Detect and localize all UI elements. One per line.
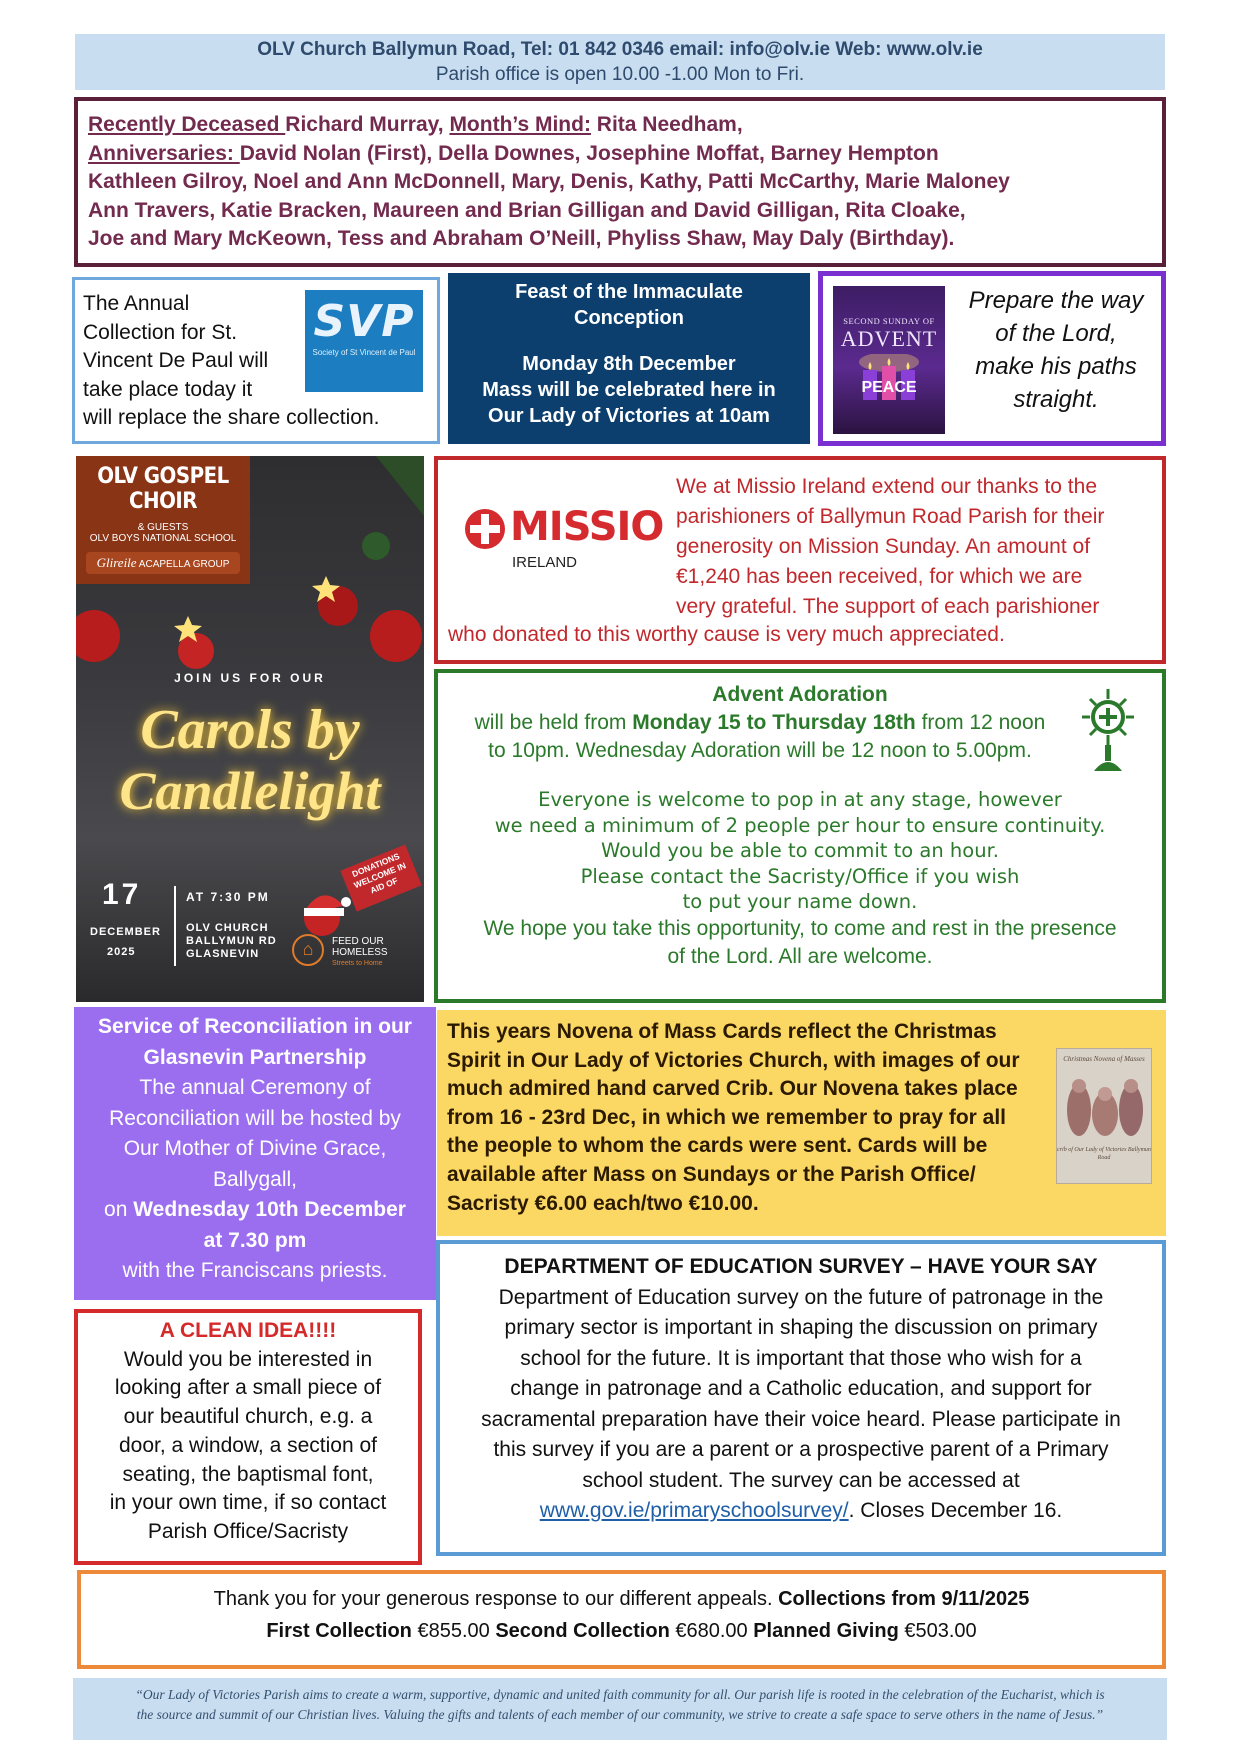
first-collection-value: €855.00 bbox=[411, 1620, 496, 1642]
choir-carols-2: Candlelight bbox=[119, 761, 381, 821]
missio-line: €1,240 has been received, for which we are bbox=[676, 565, 1083, 588]
survey-line: school for the future. It is important that those who wish for a bbox=[520, 1346, 1082, 1370]
deceased-box bbox=[74, 97, 1166, 267]
deceased-line-3: Kathleen Gilroy, Noel and Ann McDonnell, Mary, Denis, Kathy, Patti McCarthy, Marie Maloney bbox=[88, 170, 1010, 193]
advent-image-word: PEACE bbox=[861, 379, 917, 396]
choir-divider bbox=[174, 886, 176, 966]
missio-logo bbox=[464, 506, 664, 576]
collections-thanks: Thank you for your generous response to our different appeals. bbox=[213, 1588, 779, 1610]
feast-title-2: Conception bbox=[574, 307, 684, 329]
deceased-line-2 bbox=[88, 140, 1152, 169]
recon-date: Wednesday 10th December bbox=[133, 1198, 406, 1221]
advent-box bbox=[818, 271, 1166, 446]
feast-mass-line-1: Mass will be celebrated here in bbox=[482, 379, 776, 401]
survey-line: sacramental preparation have their voice heard. Please participate in bbox=[481, 1407, 1121, 1431]
adoration-p2-line: to put your name down. bbox=[682, 890, 918, 913]
advent-quote-line: make his paths bbox=[975, 353, 1137, 380]
feast-title-1: Feast of the Immaculate bbox=[515, 281, 743, 303]
svp-logo-letters: SVP bbox=[313, 296, 415, 347]
novena-line: Sacristy €6.00 each/two €10.00. bbox=[447, 1191, 759, 1215]
months-mind-label: Month’s Mind: bbox=[449, 113, 591, 136]
recon-time: at 7.30 pm bbox=[203, 1228, 307, 1252]
advent-quote-line: Prepare the way bbox=[968, 287, 1144, 314]
clean-line: door, a window, a section of bbox=[119, 1433, 377, 1457]
feed-line-1: FEED OUR bbox=[332, 936, 384, 947]
clean-title: A CLEAN IDEA!!!! bbox=[159, 1319, 337, 1342]
novena-card-title: Christmas Novena of Masses bbox=[1063, 1055, 1145, 1063]
novena-card-image bbox=[1056, 1048, 1152, 1184]
collections-date-label: Collections from 9/11/2025 bbox=[778, 1588, 1030, 1610]
clean-line: seating, the baptismal font, bbox=[122, 1462, 374, 1486]
choir-school: OLV BOYS NATIONAL SCHOOL bbox=[89, 533, 237, 544]
collections-line-1 bbox=[81, 1583, 1162, 1615]
missio-logo-sub: IRELAND bbox=[512, 554, 578, 571]
recon-date-line bbox=[74, 1195, 436, 1226]
adoration-line-2: to 10pm. Wednesday Adoration will be 12 noon to 5.00pm. bbox=[488, 739, 1032, 762]
first-collection-label: First Collection bbox=[266, 1620, 412, 1642]
adoration-text: will be held from bbox=[474, 711, 633, 734]
collections-notice bbox=[77, 1570, 1166, 1669]
adoration-title: Advent Adoration bbox=[712, 683, 888, 706]
deceased-line-1 bbox=[88, 111, 1152, 140]
second-collection-label: Second Collection bbox=[495, 1620, 670, 1642]
carols-poster bbox=[76, 456, 424, 1002]
planned-giving-value: €503.00 bbox=[898, 1620, 977, 1642]
choir-venue-3: GLASNEVIN bbox=[186, 948, 260, 960]
acapella-label: ACAPELLA GROUP bbox=[138, 559, 230, 570]
deceased-line-4: Ann Travers, Katie Bracken, Maureen and Brian Gilligan and David Gilligan, Rita Cloake, bbox=[88, 198, 966, 222]
collections-line-2 bbox=[81, 1615, 1162, 1647]
svp-text-line: The Annual bbox=[83, 292, 190, 315]
missio-line: We at Missio Ireland extend our thanks to the bbox=[676, 475, 1098, 498]
svp-notice bbox=[72, 277, 440, 444]
choir-month: DECEMBER bbox=[90, 926, 161, 938]
svp-text-line: Collection for St. bbox=[83, 320, 238, 344]
recently-deceased-label: Recently Deceased bbox=[88, 113, 286, 136]
missio-line: parishioners of Ballymun Road Parish for their bbox=[676, 505, 1105, 528]
missio-last-line: who donated to this worthy cause is very much appreciated. bbox=[448, 623, 1005, 646]
svp-text-line: take place today it bbox=[83, 377, 253, 401]
novena-line: available after Mass on Sundays or the Parish Office/ bbox=[447, 1162, 976, 1186]
choir-year: 2025 bbox=[107, 946, 136, 958]
mission-statement bbox=[73, 1678, 1167, 1740]
anniversaries-label: Anniversaries: bbox=[88, 141, 240, 165]
home-icon: ⌂ bbox=[292, 934, 324, 966]
svp-text-line: Vincent De Paul will bbox=[83, 349, 269, 372]
clean-line: Would you be interested in bbox=[123, 1347, 373, 1371]
feast-mass-line-2: Our Lady of Victories at 10am bbox=[488, 405, 770, 427]
survey-line: school student. The survey can be accessed at bbox=[582, 1468, 1020, 1492]
deceased-line-5: Joe and Mary McKeown, Tess and Abraham O’Neill, Phyliss Shaw, May Daly (Birthday). bbox=[88, 227, 955, 250]
adoration-p2-line: we need a minimum of 2 people per hour to ensure continuity. bbox=[494, 813, 1106, 837]
adoration-paragraph-3 bbox=[438, 915, 1162, 971]
recently-deceased-names: Richard Murray, bbox=[285, 113, 450, 136]
svp-logo bbox=[305, 290, 423, 392]
adoration-p3-line: of the Lord. All are welcome. bbox=[667, 944, 933, 968]
glireile-label: Glireile bbox=[96, 555, 137, 570]
novena-card-footer: crib of Our Lady of Victories Ballymun Road bbox=[1057, 1147, 1151, 1161]
choir-acapella bbox=[86, 552, 240, 574]
advent-image bbox=[833, 286, 945, 434]
second-collection-value: €680.00 bbox=[669, 1620, 754, 1642]
adoration-text: from 12 noon bbox=[915, 711, 1046, 734]
choir-time: AT 7:30 PM bbox=[186, 890, 270, 904]
feed-our-homeless bbox=[332, 936, 388, 969]
svp-last-line: will replace the share collection. bbox=[83, 406, 380, 429]
missio-line: very grateful. The support of each parishioner bbox=[676, 595, 1100, 618]
adoration-p2-line: Would you be able to commit to an hour. bbox=[601, 839, 999, 862]
crib-figures-icon bbox=[1057, 1070, 1151, 1140]
choir-guests: & GUESTS bbox=[137, 522, 189, 533]
survey-line: Department of Education survey on the future of patronage in the bbox=[498, 1285, 1104, 1309]
advent-quote-line: of the Lord, bbox=[995, 320, 1117, 347]
choir-venue-1: OLV CHURCH bbox=[186, 922, 269, 934]
clean-line: Parish Office/Sacristy bbox=[147, 1519, 349, 1543]
anniversaries-names: David Nolan (First), Della Downes, Josephine Moffat, Barney Hempton bbox=[239, 141, 939, 165]
choir-venue-2: BALLYMUN RD bbox=[186, 935, 277, 947]
choir-carols-1: Carols by bbox=[140, 699, 360, 761]
recon-title-1: Service of Reconciliation in our bbox=[98, 1015, 412, 1038]
advent-image-title: ADVENT bbox=[840, 326, 938, 351]
adoration-paragraph-2 bbox=[438, 787, 1162, 915]
novena-notice bbox=[437, 1010, 1166, 1236]
missio-cross-icon bbox=[464, 508, 506, 550]
survey-line: primary sector is important in shaping the discussion on primary bbox=[504, 1316, 1098, 1339]
survey-link[interactable]: www.gov.ie/primaryschoolsurvey/ bbox=[539, 1499, 849, 1522]
recon-line: The annual Ceremony of bbox=[139, 1076, 371, 1099]
novena-line: Spirit in Our Lady of Victories Church, with images of our bbox=[447, 1048, 1020, 1072]
mission-line-1: “Our Lady of Victories Parish aims to create a warm, supportive, dynamic and united faith community for all. Our parish life is rooted in the celebration of the Eucharist, which is bbox=[135, 1687, 1105, 1702]
header-contact: OLV Church Ballymun Road, Tel: 01 842 0346 email: info@olv.ie Web: www.olv.ie bbox=[257, 39, 983, 60]
advent-quote-line: straight. bbox=[1013, 386, 1099, 413]
recon-line: Our Mother of Divine Grace, bbox=[123, 1137, 387, 1160]
education-survey-notice bbox=[436, 1240, 1166, 1556]
donations-badge: DONATIONS WELCOME IN AID OF bbox=[340, 844, 421, 911]
advent-image-top: SECOND SUNDAY OF bbox=[843, 316, 935, 326]
novena-line: from 16 - 23rd Dec, in which we remember to pray for all bbox=[447, 1105, 1007, 1129]
survey-link-line bbox=[440, 1496, 1162, 1527]
svp-logo-caption: Society of St Vincent de Paul bbox=[312, 347, 416, 357]
planned-giving-label: Planned Giving bbox=[753, 1620, 899, 1642]
survey-line: change in patronage and a Catholic education, and support for bbox=[510, 1377, 1092, 1400]
adoration-p2-line: Please contact the Sacristy/Office if you wish bbox=[580, 864, 1020, 888]
adoration-p3-line: We hope you take this opportunity, to come and rest in the presence bbox=[483, 916, 1117, 940]
choir-join: JOIN US FOR OUR bbox=[174, 671, 326, 685]
adoration-p2-line: Everyone is welcome to pop in at any stage, however bbox=[538, 788, 1062, 811]
adoration-notice bbox=[434, 669, 1166, 1003]
clean-line: in your own time, if so contact bbox=[109, 1491, 387, 1515]
header-office-hours: Parish office is open 10.00 -1.00 Mon to Fri. bbox=[435, 64, 805, 85]
feed-line-2: HOMELESS bbox=[332, 947, 388, 958]
parish-header bbox=[75, 34, 1165, 90]
months-mind-names: Rita Needham, bbox=[590, 113, 743, 136]
recon-title-2: Glasnevin Partnership bbox=[143, 1045, 367, 1069]
survey-title: DEPARTMENT OF EDUCATION SURVEY – HAVE YOUR SAY bbox=[504, 1255, 1098, 1278]
reconciliation-notice bbox=[74, 1007, 436, 1300]
recon-line: Ballygall, bbox=[212, 1167, 298, 1191]
survey-line: this survey if you are a parent or a prospective parent of a Primary bbox=[493, 1438, 1109, 1461]
adoration-dates: Monday 15 to Thursday 18th bbox=[632, 711, 916, 734]
feast-notice bbox=[448, 273, 810, 444]
choir-banner bbox=[76, 456, 250, 584]
recon-on: on bbox=[104, 1198, 134, 1221]
recon-line: Reconciliation will be hosted by bbox=[109, 1106, 401, 1130]
novena-line: much admired hand carved Crib. Our Novena takes place bbox=[447, 1077, 1018, 1101]
missio-logo-word: MISSIO bbox=[510, 504, 664, 550]
mission-line-2: the source and summit of our Christian lives. Valuing the gifts and talents of each member of our community, we strive to create a safe space to serve others in the name of Jesus.” bbox=[136, 1707, 1104, 1722]
monstrance-icon bbox=[1076, 687, 1140, 773]
choir-title: OLV GOSPEL CHOIR bbox=[97, 464, 229, 514]
missio-notice bbox=[434, 456, 1166, 664]
recon-last: with the Franciscans priests. bbox=[122, 1259, 388, 1282]
adoration-line-1 bbox=[438, 709, 1082, 737]
feast-date: Monday 8th December bbox=[522, 353, 736, 375]
novena-line: This years Novena of Mass Cards reflect the Christmas bbox=[447, 1020, 997, 1043]
clean-line: looking after a small piece of bbox=[114, 1376, 382, 1400]
survey-closes: . Closes December 16. bbox=[848, 1499, 1063, 1522]
feed-line-3: Streets to Home bbox=[332, 960, 383, 967]
missio-message bbox=[676, 472, 1154, 622]
clean-line: our beautiful church, e.g. a bbox=[123, 1405, 373, 1429]
advent-quote bbox=[951, 284, 1161, 416]
missio-line: generosity on Mission Sunday. An amount of bbox=[676, 535, 1091, 558]
clean-idea-notice bbox=[74, 1309, 422, 1565]
choir-day: 17 bbox=[102, 878, 142, 911]
novena-line: the people to whom the cards were sent. Cards will be bbox=[447, 1134, 988, 1158]
